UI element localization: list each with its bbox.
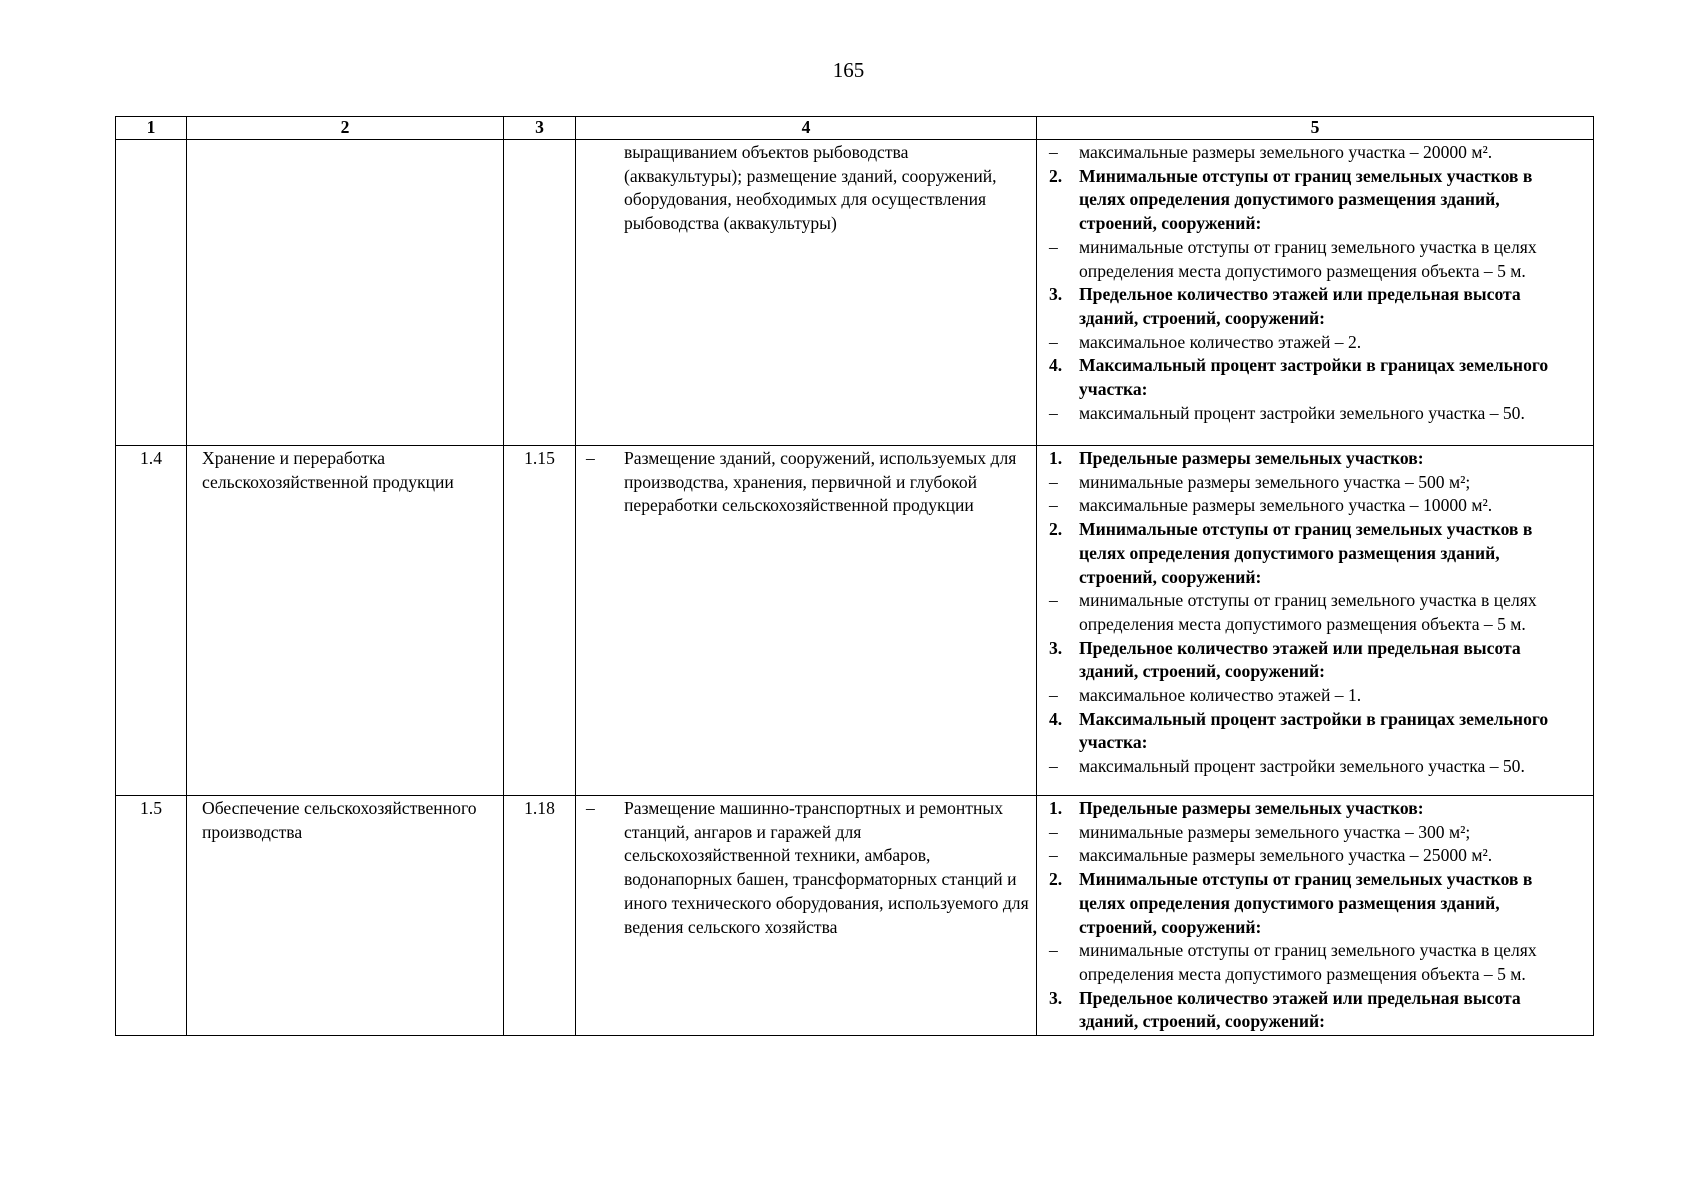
land-use-code-cell: 1.18 [504, 796, 576, 1036]
parameter-marker: – [1049, 471, 1058, 492]
parameters-cell [1037, 140, 1594, 446]
row-number-cell: 1.5 [116, 796, 187, 1036]
parameter-marker: – [1049, 940, 1058, 961]
parameters-cell [1037, 796, 1594, 1036]
description-text: Размещение машинно-транспортных и ремонтных станций, ангаров и гаражей для сельскохозяйственной техники, амбаров, водонапорных башен, трансформаторных станций и иного технического оборудования, используемого для ведения сельского хозяйства [624, 798, 1029, 937]
description-marker: – [586, 448, 595, 468]
parameter-item [1049, 821, 1573, 845]
parameter-item [1049, 844, 1573, 868]
parameter-heading [1049, 708, 1573, 755]
parameter-text: Минимальные отступы от границ земельных участков в целях определения допустимого размещения зданий, строений, сооружений: [1079, 519, 1533, 587]
parameter-marker: 2. [1049, 519, 1063, 540]
header-col-5: 5 [1037, 117, 1594, 140]
parameter-heading [1049, 637, 1573, 684]
parameter-text: максимальное количество этажей – 2. [1079, 331, 1362, 352]
parameter-heading [1049, 987, 1573, 1034]
parameter-text: максимальные размеры земельного участка – 25000 м². [1079, 845, 1493, 866]
parameter-item [1049, 331, 1573, 355]
parameter-marker: – [1049, 821, 1058, 842]
parameter-marker: – [1049, 331, 1058, 352]
parameter-text: максимальный процент застройки земельного участка – 50. [1079, 756, 1525, 777]
row-number-cell [116, 140, 187, 446]
table-row [116, 140, 1594, 446]
parameter-item [1049, 684, 1573, 708]
description-text: выращиванием объектов рыбоводства (аквакультуры); размещение зданий, сооружений, оборудования, необходимых для осуществления рыбоводства (аквакультуры) [624, 142, 997, 234]
parameter-item [1049, 471, 1573, 495]
parameter-text: Предельные размеры земельных участков: [1079, 448, 1424, 468]
parameter-text: максимальный процент застройки земельного участка – 50. [1079, 402, 1525, 423]
parameter-marker: – [1049, 756, 1058, 777]
parameter-text: Предельное количество этажей или предельная высота зданий, строений, сооружений: [1079, 637, 1521, 682]
regulations-table [115, 116, 1594, 1036]
table-row [116, 796, 1594, 1036]
header-col-3: 3 [504, 117, 576, 140]
parameter-text: Минимальные отступы от границ земельных участков в целях определения допустимого размещения зданий, строений, сооружений: [1079, 165, 1533, 234]
parameter-text: Предельные размеры земельных участков: [1079, 798, 1424, 818]
description-cell [576, 796, 1037, 1036]
parameter-text: минимальные размеры земельного участка – 500 м²; [1079, 471, 1471, 492]
land-use-code-cell: 1.15 [504, 446, 576, 796]
parameters-cell [1037, 446, 1594, 796]
parameter-text: максимальное количество этажей – 1. [1079, 685, 1362, 706]
table-body [116, 140, 1594, 1036]
table-row [116, 446, 1594, 796]
parameter-item [1049, 402, 1573, 426]
land-use-name-cell: Обеспечение сельскохозяйственного производства [187, 796, 504, 1036]
header-col-1: 1 [116, 117, 187, 140]
parameter-item [1049, 141, 1573, 165]
parameter-marker: 2. [1049, 869, 1063, 890]
parameter-marker: 2. [1049, 165, 1063, 186]
land-use-name-cell [187, 140, 504, 446]
land-use-code-cell [504, 140, 576, 446]
parameter-marker: – [1049, 495, 1058, 516]
parameter-heading [1049, 518, 1573, 589]
header-col-4: 4 [576, 117, 1037, 140]
parameter-heading [1049, 868, 1573, 939]
land-use-name-cell: Хранение и переработка сельскохозяйственной продукции [187, 446, 504, 796]
table-header-row [116, 117, 1594, 140]
parameter-text: минимальные отступы от границ земельного участка в целях определения места допустимого размещения объекта – 5 м. [1079, 590, 1537, 634]
parameter-marker: – [1049, 236, 1058, 257]
parameter-heading [1049, 283, 1573, 330]
parameter-text: минимальные отступы от границ земельного участка в целях определения места допустимого размещения объекта – 5 м. [1079, 236, 1537, 281]
parameter-marker: 4. [1049, 355, 1063, 376]
parameter-marker: 3. [1049, 284, 1063, 305]
description-text: Размещение зданий, сооружений, используемых для производства, хранения, первичной и глубокой переработки сельскохозяйственной продукции [624, 448, 1017, 516]
description-item [586, 141, 1030, 236]
header-col-2: 2 [187, 117, 504, 140]
parameter-heading [1049, 447, 1573, 471]
parameter-text: минимальные отступы от границ земельного участка в целях определения места допустимого размещения объекта – 5 м. [1079, 940, 1537, 984]
parameter-marker: – [1049, 590, 1058, 611]
parameter-text: Предельное количество этажей или предельная высота зданий, строений, сооружений: [1079, 284, 1521, 328]
parameter-marker: – [1049, 685, 1058, 706]
parameter-marker: 1. [1049, 448, 1063, 468]
parameter-heading [1049, 165, 1573, 236]
parameter-marker: 1. [1049, 798, 1063, 818]
parameter-text: минимальные размеры земельного участка – 300 м²; [1079, 821, 1471, 842]
parameter-text: Предельное количество этажей или предельная высота зданий, строений, сооружений: [1079, 987, 1521, 1032]
parameter-marker: 3. [1049, 987, 1063, 1008]
description-cell [576, 446, 1037, 796]
parameter-marker: – [1049, 142, 1058, 162]
description-item [586, 447, 1030, 518]
row-number-cell: 1.4 [116, 446, 187, 796]
parameter-marker: – [1049, 845, 1058, 866]
parameter-text: Минимальные отступы от границ земельных участков в целях определения допустимого размещения зданий, строений, сооружений: [1079, 869, 1533, 937]
parameter-item [1049, 939, 1573, 986]
parameter-item [1049, 494, 1573, 518]
description-marker: – [586, 798, 595, 818]
description-marker [586, 141, 624, 236]
parameter-text: максимальные размеры земельного участка – 20000 м². [1079, 142, 1493, 162]
parameter-marker: – [1049, 402, 1058, 423]
parameter-text: максимальные размеры земельного участка – 10000 м². [1079, 495, 1493, 516]
parameter-item [1049, 589, 1573, 636]
description-item [586, 797, 1030, 939]
description-cell [576, 140, 1037, 446]
parameter-item [1049, 755, 1573, 779]
parameter-item [1049, 236, 1573, 283]
page-number: 165 [832, 58, 865, 82]
parameter-marker: 3. [1049, 637, 1063, 658]
parameter-text: Максимальный процент застройки в границах земельного участка: [1079, 355, 1549, 400]
parameter-text: Максимальный процент застройки в границах земельного участка: [1079, 708, 1549, 753]
parameter-heading [1049, 797, 1573, 821]
parameter-marker: 4. [1049, 708, 1063, 729]
parameter-heading [1049, 354, 1573, 401]
